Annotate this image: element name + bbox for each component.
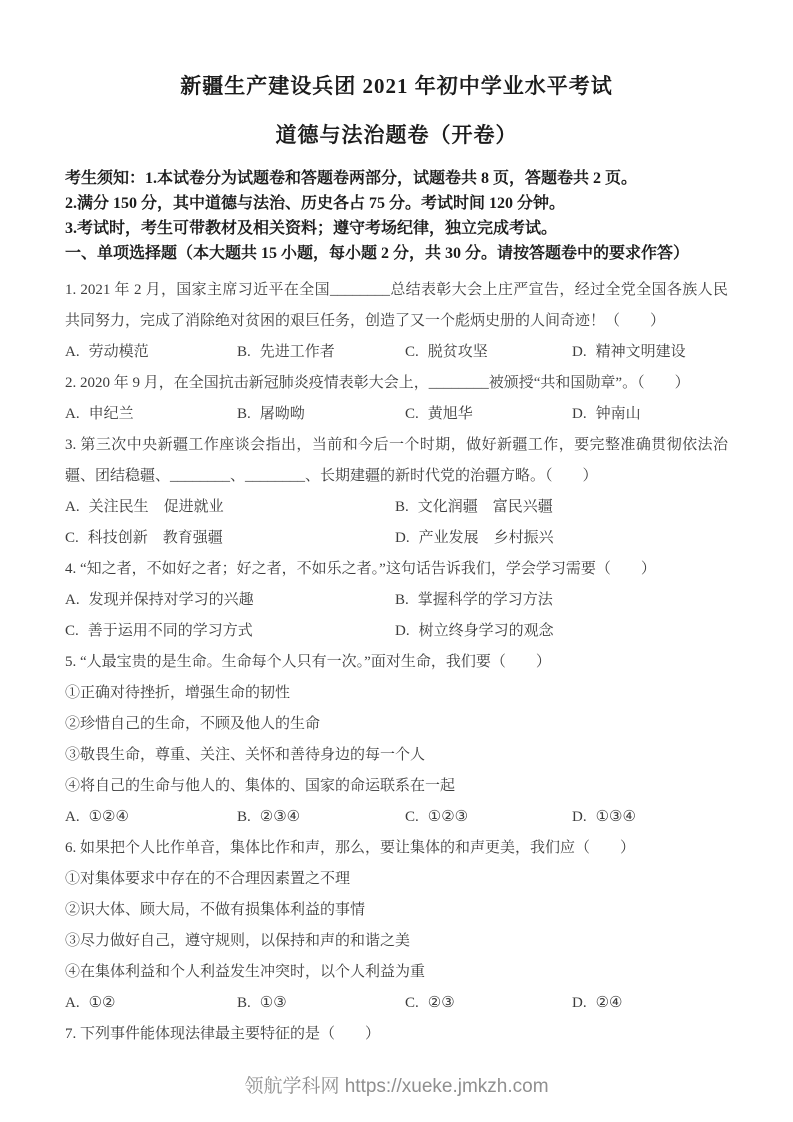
option-text: 发现并保持对学习的兴趣 [88, 592, 254, 608]
question-subitem: ②珍惜自己的生命，不顾及他人的生命 [65, 716, 321, 732]
option-A [65, 399, 237, 430]
notice-line: 2.满分 150 分，其中道德与法治、历史各占 75 分。考试时间 120 分钟。 [65, 195, 566, 212]
option-text: 申纪兰 [88, 406, 134, 422]
question-stem: 2. 2020 年 9 月，在全国抗击新冠肺炎疫情表彰大会上，________被颁授“共和国勋章”。（ ） [65, 375, 690, 391]
option-text: 产业发展 乡村振兴 [418, 530, 554, 546]
options-row [65, 399, 728, 430]
options-row [65, 585, 728, 647]
option-text: 关注民生 促进就业 [88, 499, 224, 515]
options-row [65, 802, 728, 833]
option-label: A. [65, 499, 80, 515]
question-subitem: ④在集体利益和个人利益发生冲突时，以个人利益为重 [65, 964, 426, 980]
option-text: 精神文明建设 [595, 344, 686, 360]
question-stem: 4. “知之者，不如好之者；好之者，不如乐之者。”这句话告诉我们，学会学习需要（ ） [65, 561, 656, 577]
option-B [237, 988, 405, 1019]
option-A [65, 988, 237, 1019]
option-text: ②③④ [259, 809, 301, 825]
option-text: 屠呦呦 [259, 406, 305, 422]
option-text: 脱贫攻坚 [427, 344, 488, 360]
question-stem: 1. 2021 年 2 月，国家主席习近平在全国________总结表彰大会上庄严宣告，经过全党全国各族人民共同努力，完成了消除绝对贫困的艰巨任务，创造了又一个彪炳史册的人间奇迹！（ ） [65, 282, 728, 329]
option-label: D. [572, 406, 587, 422]
question-7 [65, 1019, 728, 1050]
question-6 [65, 833, 728, 1019]
option-B [395, 585, 728, 616]
notice-block [65, 166, 728, 241]
questions-container [65, 275, 728, 1050]
option-text: 善于运用不同的学习方式 [87, 623, 253, 639]
option-label: A. [65, 592, 80, 608]
option-B [237, 337, 405, 368]
option-label: B. [237, 406, 251, 422]
option-text: ②④ [595, 995, 623, 1011]
option-label: A. [65, 809, 80, 825]
option-label: B. [395, 592, 409, 608]
option-D [395, 616, 728, 647]
option-D [572, 399, 728, 430]
option-D [572, 802, 728, 833]
question-4 [65, 554, 728, 647]
option-A [65, 492, 395, 523]
option-label: A. [65, 344, 80, 360]
option-B [395, 492, 728, 523]
option-text: ②③ [427, 995, 455, 1011]
option-B [237, 399, 405, 430]
option-C [405, 399, 572, 430]
question-subitem: ①对集体要求中存在的不合理因素置之不理 [65, 871, 351, 887]
option-label: B. [237, 344, 251, 360]
question-subitem: ②识大体、顾大局，不做有损集体利益的事情 [65, 902, 366, 918]
options-row [65, 337, 728, 368]
notice-line: 考生须知：1.本试卷分为试题卷和答题卷两部分，试题卷共 8 页，答题卷共 2 页。 [65, 170, 638, 187]
options-row [65, 492, 728, 554]
question-subitem: ③尽力做好自己，遵守规则，以保持和声的和谐之美 [65, 933, 411, 949]
option-label: D. [395, 623, 410, 639]
question-5 [65, 647, 728, 833]
option-B [237, 802, 405, 833]
option-A [65, 802, 237, 833]
option-label: C. [405, 344, 419, 360]
exam-title: 新疆生产建设兵团 2021 年初中学业水平考试 [180, 74, 613, 98]
question-stem: 3. 第三次中央新疆工作座谈会指出，当前和今后一个时期，做好新疆工作，要完整准确贯彻依法治疆、团结稳疆、________、________、长期建疆的新时代党的治疆方略。（ ） [65, 437, 728, 484]
question-2 [65, 368, 728, 430]
option-label: C. [405, 995, 419, 1011]
options-row [65, 988, 728, 1019]
section-heading: 一、单项选择题（本大题共 15 小题，每小题 2 分，共 30 分。请按答题卷中的要求作答） [65, 245, 690, 262]
option-C [405, 988, 572, 1019]
option-label: D. [572, 809, 587, 825]
question-subitem: ③敬畏生命，尊重、关注、关怀和善待身边的每一个人 [65, 747, 426, 763]
question-stem: 6. 如果把个人比作单音，集体比作和声，那么，要让集体的和声更美，我们应（ ） [65, 840, 636, 856]
option-text: ①③ [259, 995, 287, 1011]
watermark-footer: 领航学科网 https://xueke.jmkzh.com [244, 1076, 549, 1097]
question-subitem: ①正确对待挫折，增强生命的韧性 [65, 685, 291, 701]
option-text: 先进工作者 [259, 344, 335, 360]
option-label: B. [395, 499, 409, 515]
question-stem: 5. “人最宝贵的是生命。生命每个人只有一次。”面对生命，我们要（ ） [65, 654, 551, 670]
question-3 [65, 430, 728, 554]
question-stem: 7. 下列事件能体现法律最主要特征的是（ ） [65, 1026, 381, 1042]
option-D [572, 988, 728, 1019]
option-text: ①② [88, 995, 116, 1011]
option-label: D. [395, 530, 410, 546]
option-text: 劳动模范 [88, 344, 149, 360]
option-text: 黄旭华 [427, 406, 473, 422]
option-C [405, 337, 572, 368]
option-text: ①③④ [595, 809, 636, 825]
option-text: 钟南山 [595, 406, 641, 422]
option-A [65, 337, 237, 368]
option-C [405, 802, 572, 833]
option-label: C. [405, 406, 419, 422]
option-text: 掌握科学的学习方法 [417, 592, 553, 608]
option-text: 科技创新 教育强疆 [87, 530, 223, 546]
option-text: ①②④ [88, 809, 129, 825]
option-text: 树立终身学习的观念 [418, 623, 554, 639]
option-A [65, 585, 395, 616]
notice-line: 3.考试时，考生可带教材及相关资料；遵守考场纪律，独立完成考试。 [65, 220, 558, 237]
option-C [65, 523, 395, 554]
option-text: 文化润疆 富民兴疆 [417, 499, 553, 515]
option-label: C. [405, 809, 419, 825]
option-label: A. [65, 406, 80, 422]
option-C [65, 616, 395, 647]
option-label: D. [572, 995, 587, 1011]
option-label: C. [65, 623, 79, 639]
option-label: B. [237, 995, 251, 1011]
option-text: ①②③ [427, 809, 469, 825]
question-subitem: ④将自己的生命与他人的、集体的、国家的命运联系在一起 [65, 778, 456, 794]
option-D [395, 523, 728, 554]
exam-subtitle: 道德与法治题卷（开卷） [275, 123, 518, 147]
option-D [572, 337, 728, 368]
option-label: A. [65, 995, 80, 1011]
option-label: D. [572, 344, 587, 360]
option-label: C. [65, 530, 79, 546]
question-1 [65, 275, 728, 368]
option-label: B. [237, 809, 251, 825]
